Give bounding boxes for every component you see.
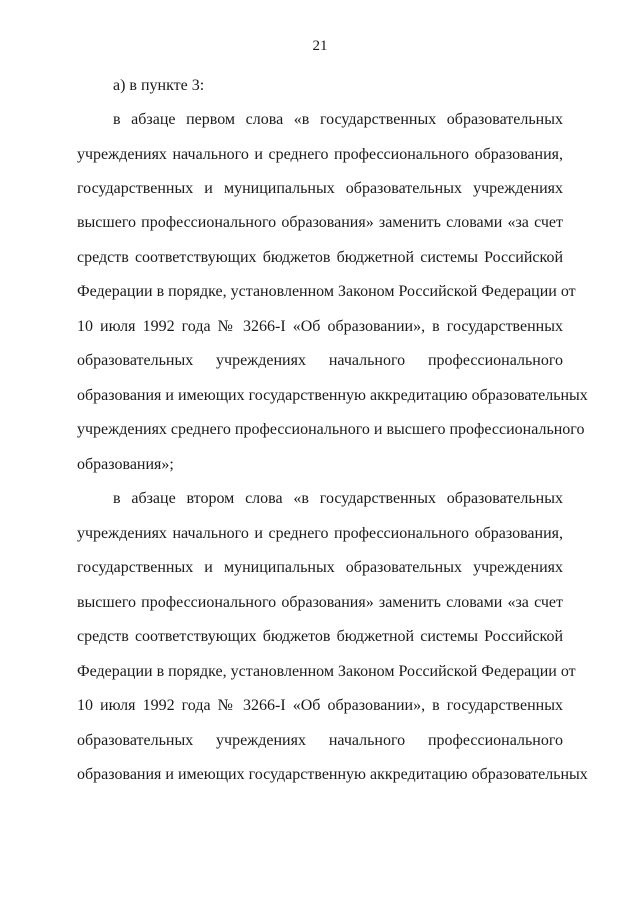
- text-line: образования и имеющих государственную аккредитацию образовательных: [77, 387, 588, 404]
- text-line: высшего профессионального образования» заменить словами «за счет: [77, 214, 563, 231]
- text-line: образования и имеющих государственную аккредитацию образовательных: [77, 766, 588, 783]
- text-line: государственных и муниципальных образовательных учреждениях: [77, 559, 563, 576]
- text-line: высшего профессионального образования» заменить словами «за счет: [77, 594, 563, 611]
- text-line: в абзаце втором слова «в государственных образовательных: [113, 490, 563, 507]
- text-line: учреждениях начального и среднего профессионального образования,: [77, 525, 563, 542]
- item-heading: а) в пункте 3:: [113, 77, 205, 94]
- text-line: Федерации в порядке, установленном Законом Российской Федерации от: [77, 283, 576, 300]
- text-line: в абзаце первом слова «в государственных образовательных: [113, 111, 563, 128]
- text-line: государственных и муниципальных образовательных учреждениях: [77, 180, 563, 197]
- text-line: Федерации в порядке, установленном Законом Российской Федерации от: [77, 663, 576, 680]
- text-line: средств соответствующих бюджетов бюджетной системы Российской: [77, 628, 563, 645]
- text-line: образовательных учреждениях начального профессионального: [77, 352, 563, 369]
- text-line: образования»;: [77, 456, 174, 473]
- text-line: 10 июля 1992 года № 3266-I «Об образовании», в государственных: [77, 318, 563, 335]
- text-line: учреждениях начального и среднего профессионального образования,: [77, 146, 563, 163]
- text-line: 10 июля 1992 года № 3266-I «Об образовании», в государственных: [77, 697, 563, 714]
- text-line: учреждениях среднего профессионального и высшего профессионального: [77, 421, 585, 438]
- text-line: образовательных учреждениях начального профессионального: [77, 732, 563, 749]
- page-number: 21: [312, 38, 328, 54]
- text-line: средств соответствующих бюджетов бюджетной системы Российской: [77, 249, 563, 266]
